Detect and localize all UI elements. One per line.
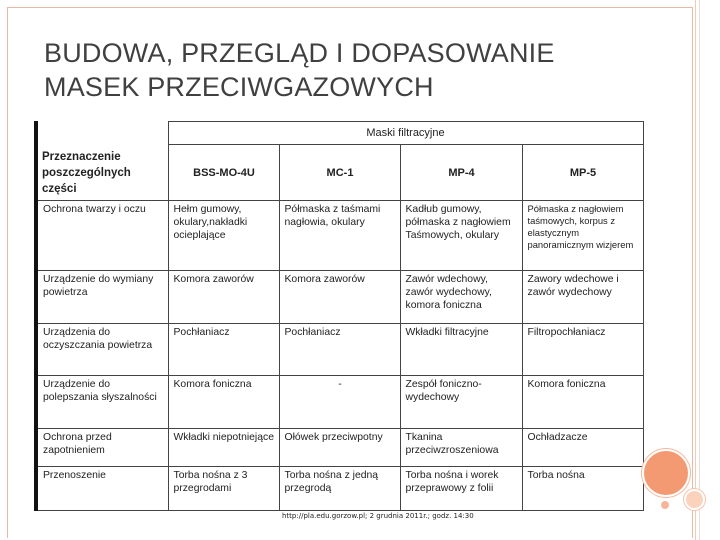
- row-label: Urządzenia do oczyszczania powietrza: [38, 324, 168, 376]
- table-row: [38, 429, 643, 467]
- table-cell: Torba nośna i worek przeprawowy z folii: [400, 467, 522, 511]
- row-label: Ochrona przed zapotnieniem: [38, 429, 168, 467]
- table-cell: Torba nośna z jedną przegrodą: [279, 467, 400, 511]
- table-header-row: [38, 145, 643, 201]
- column-header: BSS-MO-4U: [168, 145, 279, 201]
- table-cell: Filtropochłaniacz: [522, 324, 643, 376]
- column-header: MC-1: [279, 145, 400, 201]
- table-cell: Komora foniczna: [522, 376, 643, 429]
- table-cell: Pochłaniacz: [168, 324, 279, 376]
- table-cell: Komora foniczna: [168, 376, 279, 429]
- slide-title-line-1: BUDOWA, PRZEGLĄD I DOPASOWANIE: [44, 38, 555, 68]
- corner-header-cell: Przeznaczenie poszczególnych części: [38, 145, 168, 201]
- row-label: Urządzenie do wymiany powietrza: [38, 271, 168, 324]
- decorative-circle-large: [642, 449, 690, 497]
- table-cell: Komora zaworów: [168, 271, 279, 324]
- table-row: [38, 271, 643, 324]
- right-border-line-outer: [699, 0, 700, 540]
- mask-comparison-table: [38, 121, 644, 511]
- table-row: [38, 201, 643, 271]
- table-row: [38, 467, 643, 511]
- table-cell: Zawory wdechowe i zawór wydechowy: [522, 271, 643, 324]
- column-header: MP-5: [522, 145, 643, 201]
- slide-title: [44, 36, 664, 104]
- table-cell: Zawór wdechowy, zawór wydechowy, komora foniczna: [400, 271, 522, 324]
- row-label: Ochrona twarzy i oczu: [38, 201, 168, 271]
- table-cell: Wkładki niepotniejące: [168, 429, 279, 467]
- table-row: [38, 376, 643, 429]
- decorative-circle-small: [684, 489, 705, 510]
- table-cell: Kadłub gumowy, półmaska z nagłowiem Taśmowych, okulary: [400, 201, 522, 271]
- source-citation: http://pla.edu.gorzow.pl; 2 grudnia 2011r.; godz. 14:30: [282, 512, 474, 520]
- row-label: Przenoszenie: [38, 467, 168, 511]
- table-cell: Tkanina przeciwzroszeniowa: [400, 429, 522, 467]
- table-cell: Wkładki filtracyjne: [400, 324, 522, 376]
- table-row: [38, 324, 643, 376]
- table-cell: Torba nośna: [522, 467, 643, 511]
- table-cell: Torba nośna z 3 przegrodami: [168, 467, 279, 511]
- table-cell: Ołówek przeciwpotny: [279, 429, 400, 467]
- table-header-group-row: [38, 122, 643, 145]
- table-cell: Pochłaniacz: [279, 324, 400, 376]
- mask-table-container: [34, 121, 643, 511]
- table-cell: Półmaska z nagłowiem taśmowych, korpus z elastycznym panoramicznym wizjerem: [522, 201, 643, 271]
- table-cell: Zespół foniczno-wydechowy: [400, 376, 522, 429]
- table-cell: -: [279, 376, 400, 429]
- table-cell: Ochładzacze: [522, 429, 643, 467]
- table-cell: Komora zaworów: [279, 271, 400, 324]
- column-header: MP-4: [400, 145, 522, 201]
- table-cell: Półmaska z taśmami nagłowia, okulary: [279, 201, 400, 271]
- decorative-circle-tiny: [661, 501, 669, 509]
- slide-title-line-2: MASEK PRZECIWGAZOWYCH: [44, 72, 434, 102]
- group-header-cell: Maski filtracyjne: [168, 122, 643, 145]
- table-corner-blank: [38, 122, 168, 145]
- table-cell: Hełm gumowy, okulary,nakładki ocieplające: [168, 201, 279, 271]
- right-border-line: [695, 0, 696, 540]
- row-label: Urządzenie do polepszania słyszalności: [38, 376, 168, 429]
